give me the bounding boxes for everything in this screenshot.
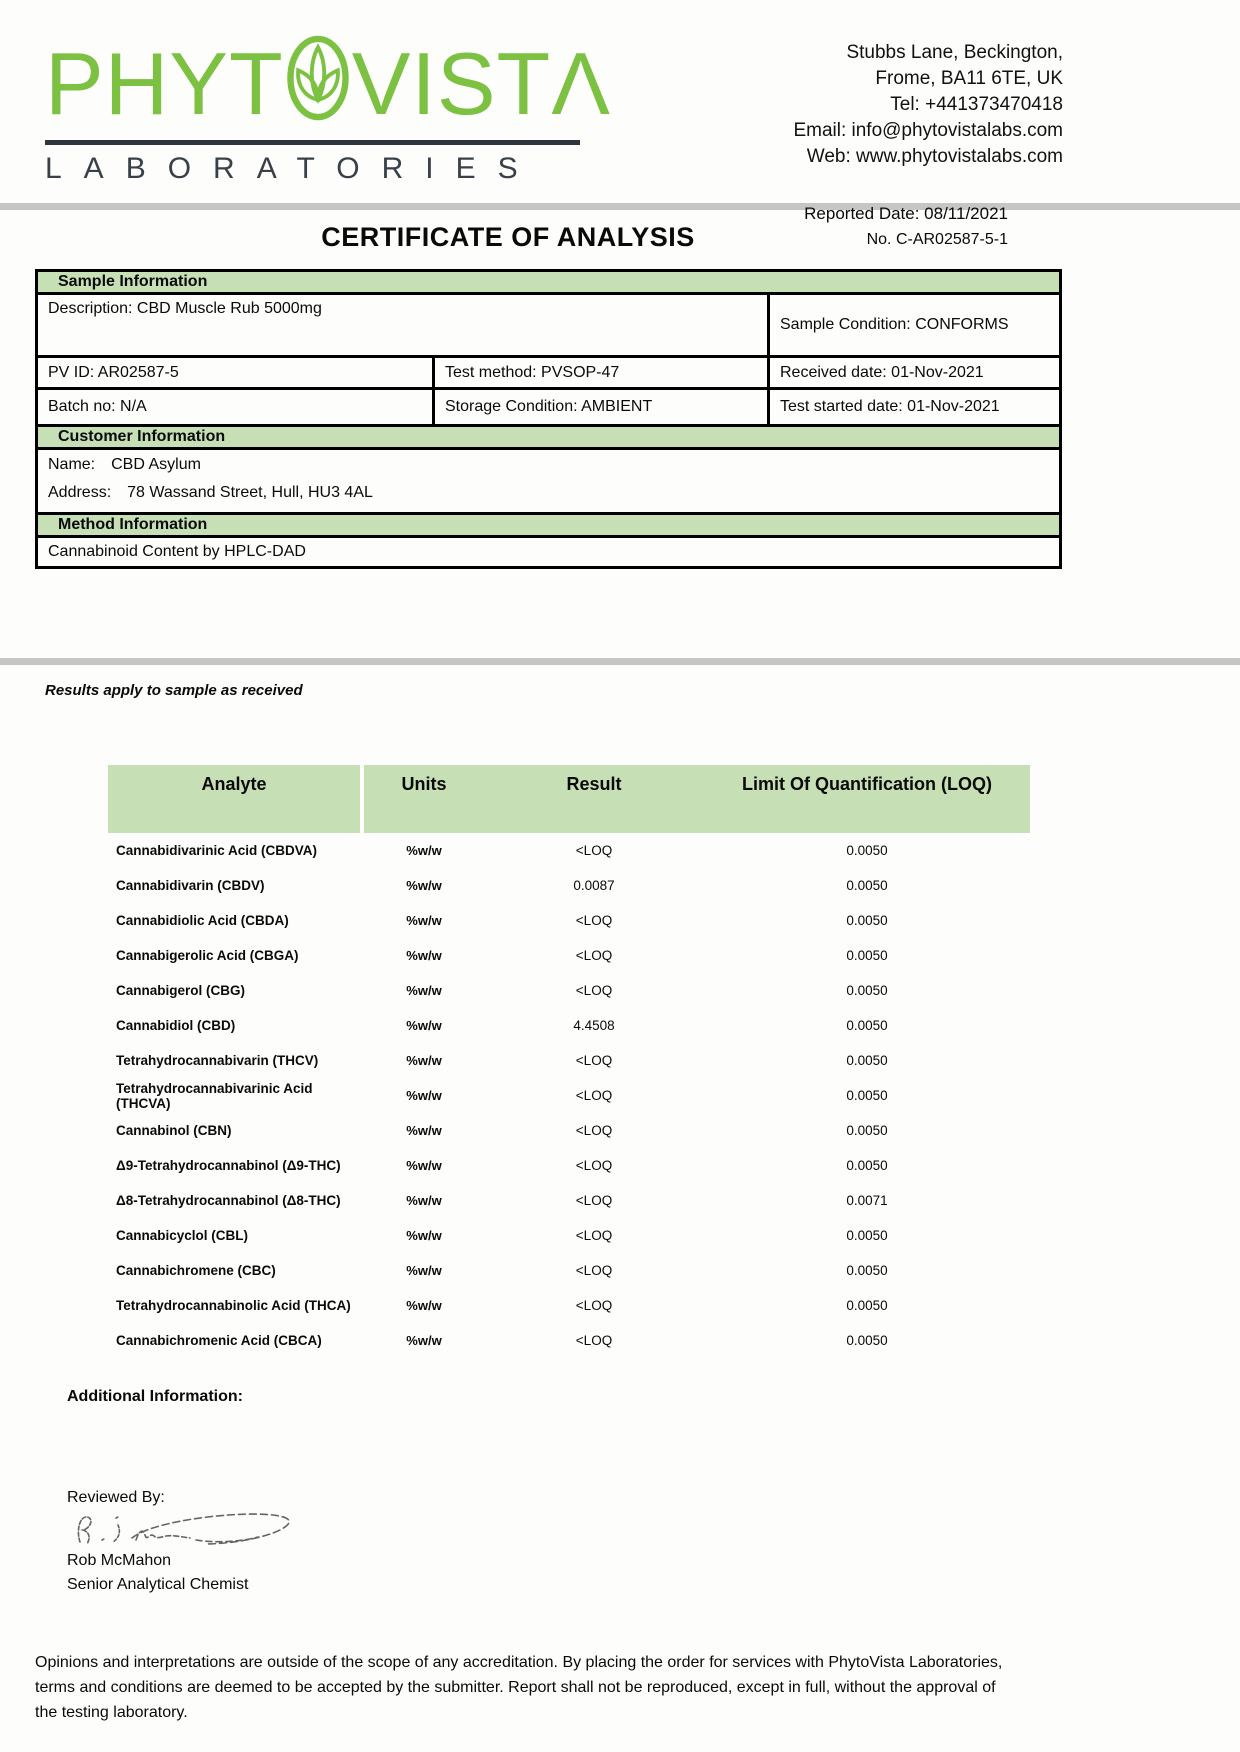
web-line: Web: www.phytovistalabs.com xyxy=(806,146,1063,167)
results-table-body xyxy=(108,833,1030,1358)
table-row xyxy=(108,938,1030,973)
logo-text-left: PHYT xyxy=(45,34,284,133)
result-cell: <LOQ xyxy=(575,1333,613,1348)
result-cell: <LOQ xyxy=(575,983,613,998)
customer-name-row xyxy=(48,456,1059,474)
email-line: Email: info@phytovistalabs.com xyxy=(793,120,1063,141)
customer-address-label: Address: xyxy=(48,484,112,501)
analyte-cell: Δ9-Tetrahydrocannabinol (Δ9-THC) xyxy=(116,1158,341,1173)
analyte-cell: Cannabichromene (CBC) xyxy=(116,1263,276,1278)
logo-wordmark xyxy=(45,34,612,134)
analyte-cell: Tetrahydrocannabinolic Acid (THCA) xyxy=(116,1298,351,1313)
customer-address-row xyxy=(48,484,1059,502)
analyte-cell: Cannabidiolic Acid (CBDA) xyxy=(116,913,289,928)
signature-image xyxy=(68,1506,298,1557)
reviewer-title: Senior Analytical Chemist xyxy=(67,1576,249,1593)
result-cell: <LOQ xyxy=(575,1228,613,1243)
result-cell: <LOQ xyxy=(575,1193,613,1208)
sample-condition-cell: Sample Condition: CONFORMS xyxy=(780,316,1009,333)
results-table xyxy=(108,765,1030,1358)
results-table-header xyxy=(108,765,1030,833)
customer-name-value: CBD Asylum xyxy=(111,456,201,473)
reviewer-name: Rob McMahon xyxy=(67,1552,172,1569)
result-cell: <LOQ xyxy=(575,913,613,928)
contact-block xyxy=(793,40,1063,170)
loq-cell: 0.0050 xyxy=(846,1158,888,1173)
analyte-cell: Δ8-Tetrahydrocannabinol (Δ8-THC) xyxy=(116,1193,341,1208)
phone-line: Tel: +441373470418 xyxy=(890,94,1063,115)
units-cell: %w/w xyxy=(406,1018,442,1033)
loq-cell: 0.0050 xyxy=(846,1228,888,1243)
table-row xyxy=(108,1253,1030,1288)
table-row xyxy=(108,1288,1030,1323)
result-cell: <LOQ xyxy=(575,1053,613,1068)
loq-cell: 0.0071 xyxy=(846,1193,888,1208)
analyte-cell: Cannabidiol (CBD) xyxy=(116,1018,236,1033)
storage-condition-cell: Storage Condition: AMBIENT xyxy=(435,390,770,424)
units-cell: %w/w xyxy=(406,878,442,893)
customer-box xyxy=(38,450,1059,515)
footer-disclaimer xyxy=(35,1650,1210,1725)
table-row xyxy=(108,973,1030,1008)
table-row xyxy=(108,1148,1030,1183)
table-row xyxy=(108,868,1030,903)
description-cell: Description: CBD Muscle Rub 5000mg xyxy=(38,295,770,355)
method-information-header: Method Information xyxy=(38,515,1059,538)
customer-address-value: 78 Wassand Street, Hull, HU3 4AL xyxy=(127,484,373,501)
loq-cell: 0.0050 xyxy=(846,1298,888,1313)
units-cell: %w/w xyxy=(406,1263,442,1278)
loq-cell: 0.0050 xyxy=(846,1018,888,1033)
loq-cell: 0.0050 xyxy=(846,948,888,963)
units-cell: %w/w xyxy=(406,913,442,928)
table-row xyxy=(108,833,1030,868)
reported-date: Reported Date: 08/11/2021 xyxy=(804,204,1008,223)
units-cell: %w/w xyxy=(406,1228,442,1243)
sample-information-header: Sample Information xyxy=(38,272,1059,295)
table-row xyxy=(108,1078,1030,1113)
analyte-cell: Tetrahydrocannabivarin (THCV) xyxy=(116,1053,319,1068)
result-cell: <LOQ xyxy=(575,1158,613,1173)
analyte-cell: Cannabidivarinic Acid (CBDVA) xyxy=(116,843,318,858)
analyte-cell: Tetrahydrocannabivarinic Acid (THCVA) xyxy=(116,1080,313,1111)
report-number: No. C-AR02587-5-1 xyxy=(866,231,1008,248)
method-cell: Cannabinoid Content by HPLC-DAD xyxy=(48,543,306,560)
additional-information-label: Additional Information: xyxy=(67,1388,243,1405)
info-box xyxy=(35,269,1062,569)
table-row xyxy=(108,1043,1030,1078)
loq-cell: 0.0050 xyxy=(846,1123,888,1138)
units-cell: %w/w xyxy=(406,1088,442,1103)
loq-cell: 0.0050 xyxy=(846,843,888,858)
test-method-cell: Test method: PVSOP-47 xyxy=(435,358,770,387)
analyte-cell: Cannabigerolic Acid (CBGA) xyxy=(116,948,299,963)
loq-cell: 0.0050 xyxy=(846,983,888,998)
result-cell: <LOQ xyxy=(575,948,613,963)
received-date-cell: Received date: 01-Nov-2021 xyxy=(780,363,984,381)
analyte-cell: Cannabichromenic Acid (CBCA) xyxy=(116,1333,322,1348)
logo-underline xyxy=(45,140,580,145)
analyte-cell: Cannabidivarin (CBDV) xyxy=(116,878,265,893)
page-title: CERTIFICATE OF ANALYSIS xyxy=(321,222,695,252)
units-cell: %w/w xyxy=(406,1158,442,1173)
result-cell: <LOQ xyxy=(575,1263,613,1278)
pv-id-cell: PV ID: AR02587-5 xyxy=(38,358,435,387)
loq-cell: 0.0050 xyxy=(846,1053,888,1068)
units-cell: %w/w xyxy=(406,1298,442,1313)
reviewed-by-label: Reviewed By: xyxy=(67,1489,165,1506)
description-row xyxy=(38,295,1059,358)
logo-subtitle: LABORATORIES xyxy=(45,151,540,185)
top-divider xyxy=(0,203,1240,210)
address-line-2: Frome, BA11 6TE, UK xyxy=(875,68,1063,89)
table-row xyxy=(108,1183,1030,1218)
units-cell: %w/w xyxy=(406,1333,442,1348)
units-cell: %w/w xyxy=(406,983,442,998)
table-row xyxy=(108,903,1030,938)
mid-divider xyxy=(0,658,1240,665)
result-cell: <LOQ xyxy=(575,1088,613,1103)
column-header-units: Units xyxy=(364,765,484,833)
footer-line-1: Opinions and interpretations are outside of the scope of any accreditation. By placing the order for services with PhytoVista Laboratories, xyxy=(35,1654,1003,1671)
footer-line-2: terms and conditions are deemed to be accepted by the submitter. Report shall not be reproduced, except in full, without the approval of xyxy=(35,1679,996,1696)
table-row xyxy=(108,1323,1030,1358)
test-started-date-cell: Test started date: 01-Nov-2021 xyxy=(780,398,1000,415)
units-cell: %w/w xyxy=(406,843,442,858)
column-header-analyte: Analyte xyxy=(108,765,364,833)
brand-logo xyxy=(45,34,612,186)
sample-row-1 xyxy=(38,358,1059,390)
customer-information-header: Customer Information xyxy=(38,427,1059,450)
result-cell: 0.0087 xyxy=(573,878,615,893)
table-row xyxy=(108,1113,1030,1148)
loq-cell: 0.0050 xyxy=(846,1263,888,1278)
loq-cell: 0.0050 xyxy=(846,1333,888,1348)
results-note: Results apply to sample as received xyxy=(45,682,303,699)
logo-text-right: VISTΛ xyxy=(351,34,612,133)
loq-cell: 0.0050 xyxy=(846,1088,888,1103)
analyte-cell: Cannabicyclol (CBL) xyxy=(116,1228,249,1243)
leaf-icon xyxy=(286,34,350,134)
sample-row-2 xyxy=(38,390,1059,427)
customer-name-label: Name: xyxy=(48,456,96,473)
footer-line-3: the testing laboratory. xyxy=(35,1704,188,1721)
result-cell: <LOQ xyxy=(575,1298,613,1313)
units-cell: %w/w xyxy=(406,1193,442,1208)
units-cell: %w/w xyxy=(406,1053,442,1068)
analyte-cell: Cannabigerol (CBG) xyxy=(116,983,246,998)
result-cell: <LOQ xyxy=(575,1123,613,1138)
analyte-cell: Cannabinol (CBN) xyxy=(116,1123,232,1138)
units-cell: %w/w xyxy=(406,1123,442,1138)
loq-cell: 0.0050 xyxy=(846,913,888,928)
batch-no-cell: Batch no: N/A xyxy=(38,390,435,424)
table-row xyxy=(108,1008,1030,1043)
column-header-result: Result xyxy=(484,765,704,833)
result-cell: <LOQ xyxy=(575,843,613,858)
address-line-1: Stubbs Lane, Beckington, xyxy=(846,42,1063,63)
loq-cell: 0.0050 xyxy=(846,878,888,893)
units-cell: %w/w xyxy=(406,948,442,963)
result-cell: 4.4508 xyxy=(573,1018,615,1033)
table-row xyxy=(108,1218,1030,1253)
column-header-loq: Limit Of Quantification (LOQ) xyxy=(704,765,1030,833)
